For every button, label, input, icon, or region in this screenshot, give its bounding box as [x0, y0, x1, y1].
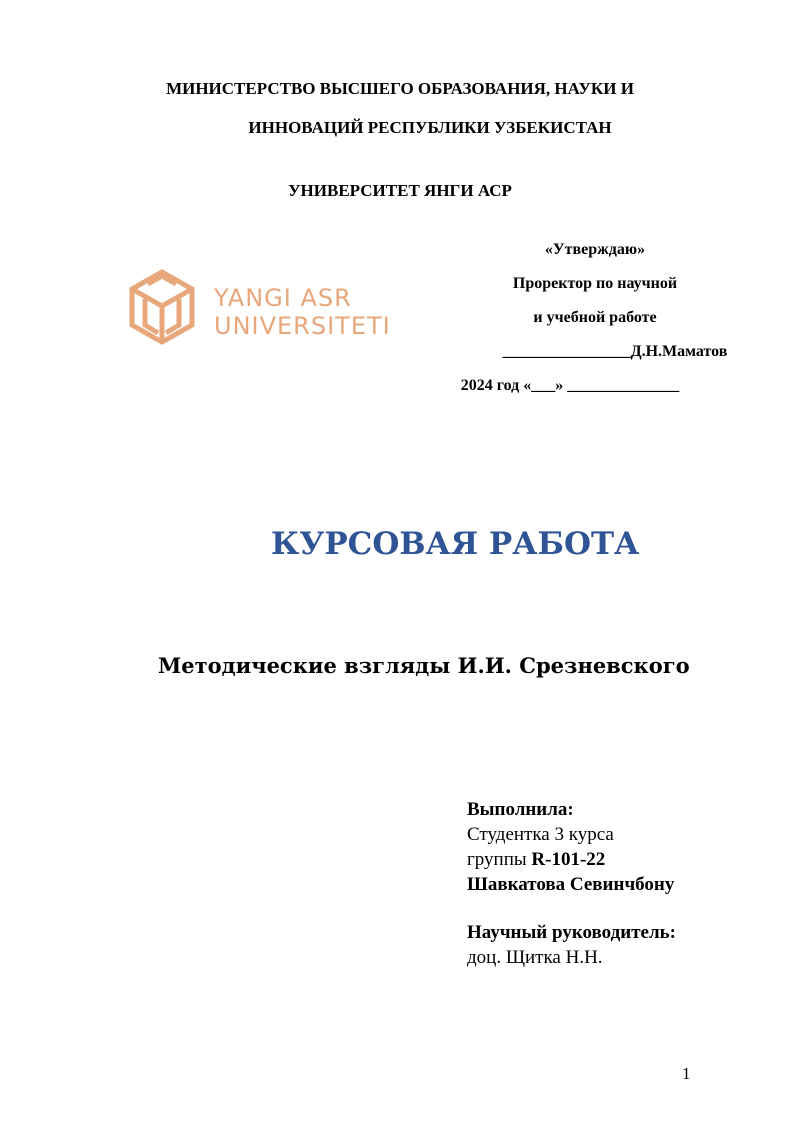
approval-date: 2024 год «___» ______________ [460, 377, 680, 394]
supervisor-block [467, 920, 676, 970]
author-group [467, 847, 674, 872]
approval-block [440, 233, 750, 403]
logo-line-1: YANGI ASR [214, 284, 352, 312]
author-label: Выполнила: [467, 799, 574, 820]
author-block [467, 797, 674, 897]
page-number: 1 [682, 1064, 691, 1083]
approval-line-2: Проректор по научной [512, 275, 678, 292]
cube-logo-icon [128, 268, 400, 350]
university-name: УНИВЕРСИТЕТ ЯНГИ АСР [288, 181, 512, 200]
approval-signature: ________________Д.Н.Маматов [502, 343, 728, 360]
author-group-code: R-101-22 [531, 849, 606, 870]
ministry-line-1: МИНИСТЕРСТВО ВЫСШЕГО ОБРАЗОВАНИЯ, НАУКИ И [166, 79, 634, 98]
document-subtitle: Методические взгляды И.И. Срезневского [158, 653, 690, 678]
supervisor-label: Научный руководитель: [467, 922, 676, 943]
approval-line-1: «Утверждаю» [544, 241, 646, 258]
approval-line-3: и учебной работе [533, 309, 657, 326]
logo-line-2: UNIVERSITETI [214, 312, 391, 340]
author-group-prefix: группы [467, 849, 532, 870]
author-name: Шавкатова Севинчбону [467, 874, 675, 895]
supervisor-name: доц. Щитка Н.Н. [467, 947, 603, 968]
author-course: Студентка 3 курса [467, 824, 614, 845]
university-logo [128, 268, 400, 350]
document-title: КУРСОВАЯ РАБОТА [271, 526, 640, 562]
ministry-line-2: ИННОВАЦИЙ РЕСПУБЛИКИ УЗБЕКИСТАН [248, 118, 612, 137]
